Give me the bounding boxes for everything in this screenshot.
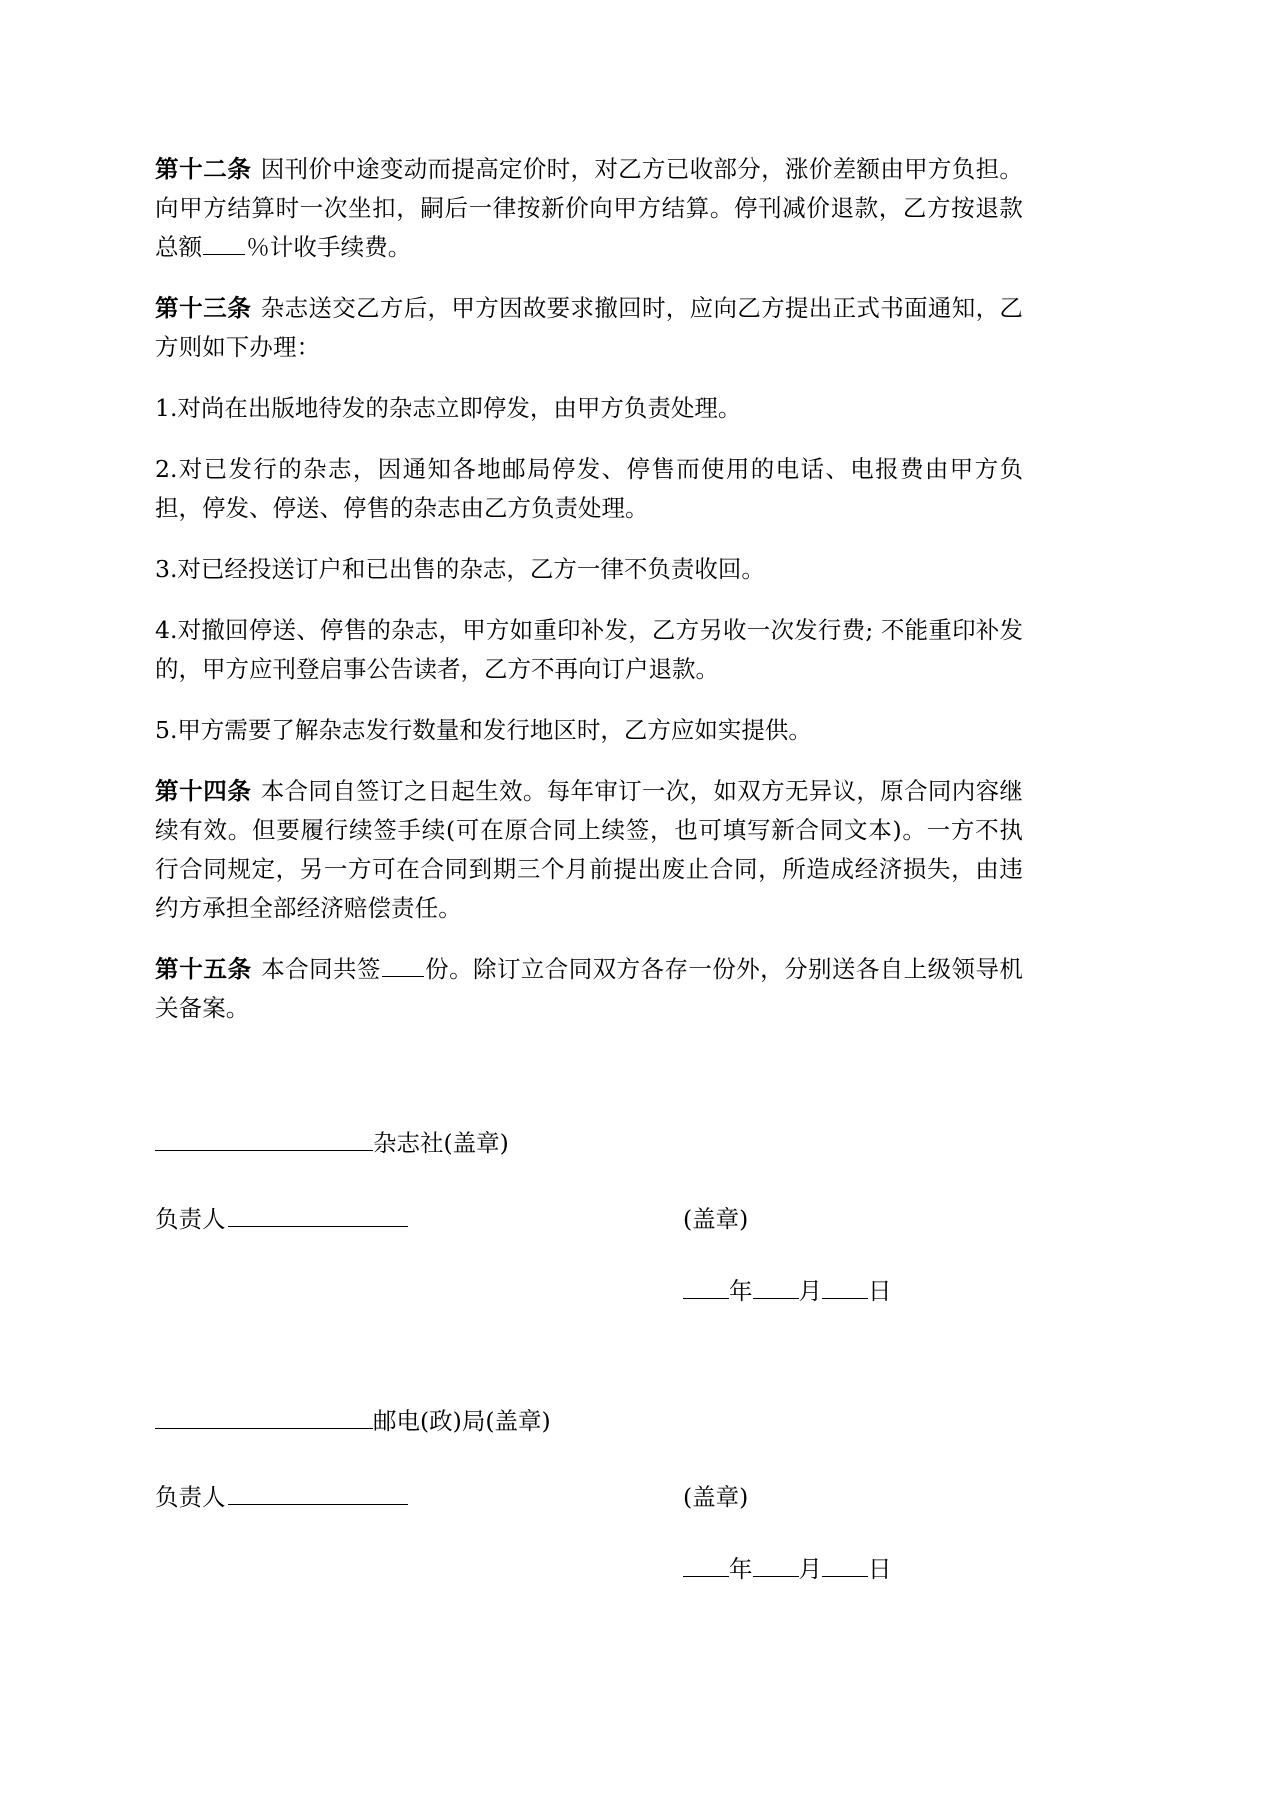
- article-13-label: 第十三条: [155, 294, 252, 322]
- article-12-label: 第十二条: [155, 155, 252, 183]
- party-b-org-suffix: 邮电(政)局(盖章): [373, 1407, 551, 1435]
- item-1-text: 对尚在出版地待发的杂志立即停发，由甲方负责处理。: [177, 394, 742, 422]
- party-b-day-label: 日: [868, 1555, 892, 1583]
- party-b-org-blank[interactable]: [155, 1406, 373, 1429]
- item-1-number: 1.: [155, 394, 178, 422]
- party-a-month-label: 月: [798, 1277, 822, 1305]
- party-b-year-label: 年: [729, 1555, 753, 1583]
- party-a-day-blank[interactable]: [822, 1276, 868, 1299]
- article-12-fill-blank[interactable]: [203, 232, 245, 255]
- list-item: [155, 450, 1023, 528]
- party-b-person-label: 负责人: [155, 1483, 226, 1511]
- party-a-year-label: 年: [729, 1277, 753, 1305]
- article-12-text-before-blank: 因刊价中途变动而提高定价时，对乙方已收部分，涨价差额由甲方负担。向甲方结算时一次坐扣，嗣后一律按新价向甲方结算。停刊减价退款，乙方按退款总额: [155, 155, 1023, 261]
- party-a-day-label: 日: [868, 1277, 892, 1305]
- party-a-org-blank[interactable]: [155, 1128, 373, 1151]
- party-b-org-row: [155, 1402, 1023, 1440]
- article-15-text-before-blank: 本合同共签: [260, 955, 381, 983]
- party-b-seal: [675, 1478, 748, 1516]
- party-b-person-row: [155, 1478, 1023, 1516]
- party-b-date-row: [155, 1550, 1023, 1588]
- party-b-month-blank[interactable]: [753, 1554, 799, 1577]
- list-item: [155, 711, 1023, 750]
- article-15-fill-blank[interactable]: [382, 954, 424, 977]
- article-12-paragraph: [155, 150, 1023, 267]
- party-b-day-blank[interactable]: [822, 1554, 868, 1577]
- item-4-text: 对撤回停送、停售的杂志，甲方如重印补发，乙方另收一次发行费; 不能重印补发的，甲方应刊登启事公告读者，乙方不再向订户退款。: [155, 616, 1023, 683]
- article-14-paragraph: [155, 772, 1023, 928]
- article-13-paragraph: [155, 289, 1023, 367]
- party-b-year-blank[interactable]: [683, 1554, 729, 1577]
- party-a-person-left: [155, 1200, 675, 1238]
- document-body: [155, 150, 1023, 1588]
- item-5-text: 甲方需要了解杂志发行数量和发行地区时，乙方应如实提供。: [177, 716, 812, 744]
- item-4-number: 4.: [155, 616, 178, 644]
- article-15-text-after-blank: 份。除订立合同双方各存一份外，分别送各自上级领导机关备案。: [155, 955, 1023, 1022]
- party-b-month-label: 月: [798, 1555, 822, 1583]
- list-item: [155, 550, 1023, 589]
- article-15-label: 第十五条: [155, 955, 252, 983]
- party-a-org-row: [155, 1124, 1023, 1162]
- party-a-org-left: [155, 1124, 675, 1162]
- party-a-org-suffix: 杂志社(盖章): [373, 1129, 509, 1157]
- article-14-label: 第十四条: [155, 777, 252, 805]
- party-a-date-row: [155, 1272, 1023, 1310]
- party-a-person-blank[interactable]: [228, 1204, 408, 1227]
- list-item: [155, 611, 1023, 689]
- party-b-person-blank[interactable]: [228, 1482, 408, 1505]
- list-item: [155, 389, 1023, 428]
- signature-block: [155, 1124, 1023, 1588]
- party-b-person-left: [155, 1478, 675, 1516]
- item-5-number: 5.: [155, 716, 178, 744]
- party-a-month-blank[interactable]: [753, 1276, 799, 1299]
- party-a-seal: [675, 1200, 748, 1238]
- party-a-year-blank[interactable]: [683, 1276, 729, 1299]
- item-2-text: 对已发行的杂志，因通知各地邮局停发、停售而使用的电话、电报费由甲方负担，停发、停送、停售的杂志由乙方负责处理。: [155, 455, 1023, 522]
- party-b-seal-label: (盖章): [683, 1483, 749, 1511]
- signature-party-b: [155, 1402, 1023, 1588]
- item-3-number: 3.: [155, 555, 178, 583]
- party-a-person-label: 负责人: [155, 1205, 226, 1233]
- party-a-person-row: [155, 1200, 1023, 1238]
- article-14-text: 本合同自签订之日起生效。每年审订一次，如双方无异议，原合同内容继续有效。但要履行续签手续(可在原合同上续签，也可填写新合同文本)。一方不执行合同规定，另一方可在合同到期三个月前提出废止合同，所造成经济损失，由违约方承担全部经济赔偿责任。: [155, 777, 1023, 922]
- item-3-text: 对已经投送订户和已出售的杂志，乙方一律不负责收回。: [177, 555, 765, 583]
- signature-party-a: [155, 1124, 1023, 1310]
- article-15-paragraph: [155, 950, 1023, 1028]
- article-13-text: 杂志送交乙方后，甲方因故要求撤回时，应向乙方提出正式书面通知，乙方则如下办理：: [155, 294, 1023, 361]
- item-2-number: 2.: [155, 455, 178, 483]
- party-b-org-left: [155, 1402, 675, 1440]
- party-a-seal-label: (盖章): [683, 1205, 749, 1233]
- article-12-text-after-blank: ％计收手续费。: [246, 233, 412, 261]
